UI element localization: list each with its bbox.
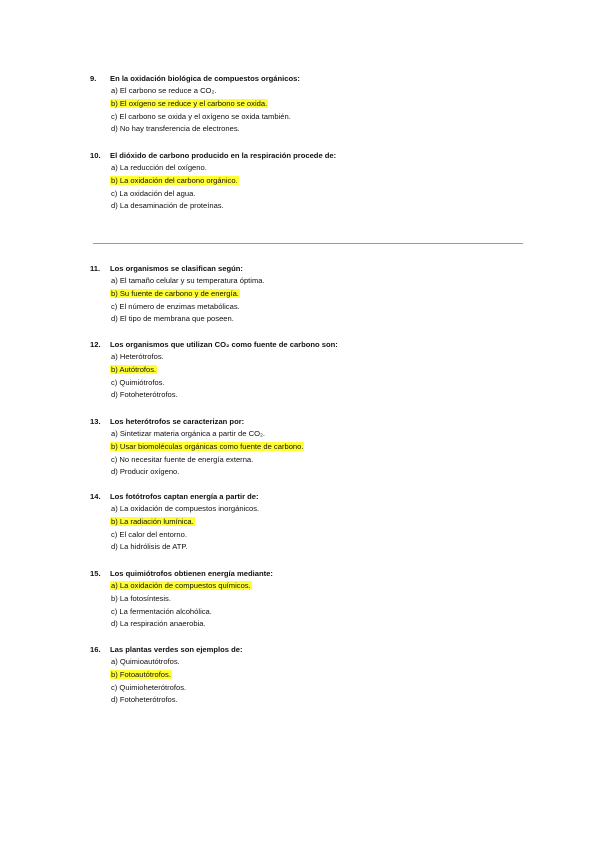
option-text: d) Fotoheterótrofos.	[111, 390, 178, 400]
answer-option	[90, 162, 530, 175]
question-number: 16.	[90, 645, 101, 654]
answer-option	[90, 111, 530, 124]
option-text: c) La fermentación alcohólica.	[111, 606, 212, 616]
question-text: Las plantas verdes son ejemplos de:	[110, 645, 243, 654]
question-number: 9.	[90, 74, 97, 83]
answer-option	[90, 593, 530, 606]
highlighted-answer: b) La radiación lumínica.	[111, 516, 194, 526]
option-text: b) La fotosíntesis.	[111, 593, 171, 603]
question-11	[90, 262, 530, 326]
question-text: Los organismos se clasifican según:	[110, 264, 243, 273]
question-text: Los organismos que utilizan CO₂ como fuente de carbono son:	[110, 340, 338, 349]
question-9	[90, 72, 530, 136]
option-text: d) La desaminación de proteínas.	[111, 201, 224, 211]
highlighted-answer: b) La oxidación del carbono orgánico.	[111, 175, 238, 185]
question-header	[90, 567, 530, 580]
question-header	[90, 490, 530, 503]
question-text: Los heterótrofos se caracterizan por:	[110, 417, 245, 426]
option-text: a) La reducción del oxígeno.	[111, 163, 207, 172]
answer-option	[90, 441, 530, 454]
option-text: d) Producir oxígeno.	[111, 467, 180, 477]
highlighted-answer: a) La oxidación de compuestos químicos.	[111, 581, 251, 590]
question-text: Los fotótrofos captan energía a partir de:	[110, 492, 259, 501]
highlighted-answer: b) Autótrofos.	[111, 364, 157, 374]
answer-option	[90, 123, 530, 136]
question-14	[90, 490, 530, 554]
answer-option	[90, 669, 530, 682]
answer-option	[90, 313, 530, 326]
answer-option	[90, 682, 530, 695]
answer-option	[90, 541, 530, 554]
option-text: c) El carbono se oxida y el oxígeno se oxida también.	[111, 111, 291, 121]
section-divider	[93, 243, 523, 244]
question-number: 11.	[90, 264, 101, 273]
answer-option	[90, 351, 530, 364]
question-text: En la oxidación biológica de compuestos orgánicos:	[110, 74, 300, 83]
option-text: c) No necesitar fuente de energía externa.	[111, 454, 254, 464]
question-header	[90, 72, 530, 85]
option-text: c) Quimiótrofos.	[111, 377, 165, 387]
option-text: c) Quimioheterótrofos.	[111, 682, 187, 692]
answer-option	[90, 466, 530, 479]
question-header	[90, 643, 530, 656]
answer-option	[90, 85, 530, 98]
question-13	[90, 415, 530, 479]
answer-option	[90, 606, 530, 619]
answer-option	[90, 377, 530, 390]
option-text: d) La respiración anaerobia.	[111, 619, 206, 629]
answer-option	[90, 529, 530, 542]
answer-option	[90, 454, 530, 467]
question-16	[90, 643, 530, 707]
answer-option	[90, 275, 530, 288]
option-text: a) El carbono se reduce a CO₂.	[111, 86, 217, 95]
option-text: c) El número de enzimas metabólicas.	[111, 301, 240, 311]
option-text: c) El calor del entorno.	[111, 529, 187, 539]
answer-option	[90, 656, 530, 669]
question-number: 15.	[90, 569, 101, 578]
answer-option	[90, 503, 530, 516]
answer-option	[90, 618, 530, 631]
option-text: d) No hay transferencia de electrones.	[111, 124, 240, 134]
question-15	[90, 567, 530, 631]
option-text: a) Heterótrofos.	[111, 352, 164, 361]
answer-option	[90, 428, 530, 441]
answer-option	[90, 301, 530, 314]
question-number: 10.	[90, 151, 101, 160]
option-text: a) La oxidación de compuestos inorgánicos.	[111, 504, 260, 513]
question-number: 12.	[90, 340, 101, 349]
option-text: d) Fotoheterótrofos.	[111, 695, 178, 705]
answer-option	[90, 694, 530, 707]
answer-option	[90, 98, 530, 111]
question-text: Los quimiótrofos obtienen energía mediante:	[110, 569, 273, 578]
option-text: d) La hidrólisis de ATP.	[111, 542, 188, 552]
answer-option	[90, 580, 530, 593]
question-10	[90, 149, 530, 213]
highlighted-answer: b) Usar biomoléculas orgánicas como fuente de carbono.	[111, 441, 304, 451]
question-text: El dióxido de carbono producido en la respiración procede de:	[110, 151, 337, 160]
answer-option	[90, 200, 530, 213]
highlighted-answer: b) Su fuente de carbono y de energía.	[111, 288, 239, 298]
option-text: c) La oxidación del agua.	[111, 188, 196, 198]
question-header	[90, 149, 530, 162]
question-12	[90, 338, 530, 402]
option-text: a) Quimioautótrofos.	[111, 657, 180, 666]
question-number: 14.	[90, 492, 101, 501]
answer-option	[90, 389, 530, 402]
option-text: d) El tipo de membrana que poseen.	[111, 314, 234, 324]
question-header	[90, 338, 530, 351]
question-header	[90, 415, 530, 428]
question-number: 13.	[90, 417, 101, 426]
highlighted-answer: b) Fotoautótrofos.	[111, 669, 171, 679]
question-header	[90, 262, 530, 275]
answer-option	[90, 288, 530, 301]
answer-option	[90, 188, 530, 201]
answer-option	[90, 516, 530, 529]
answer-option	[90, 175, 530, 188]
highlighted-answer: b) El oxígeno se reduce y el carbono se oxida.	[111, 98, 268, 108]
option-text: a) Sintetizar materia orgánica a partir de CO₂.	[111, 429, 266, 438]
answer-option	[90, 364, 530, 377]
option-text: a) El tamaño celular y su temperatura óptima.	[111, 276, 265, 285]
